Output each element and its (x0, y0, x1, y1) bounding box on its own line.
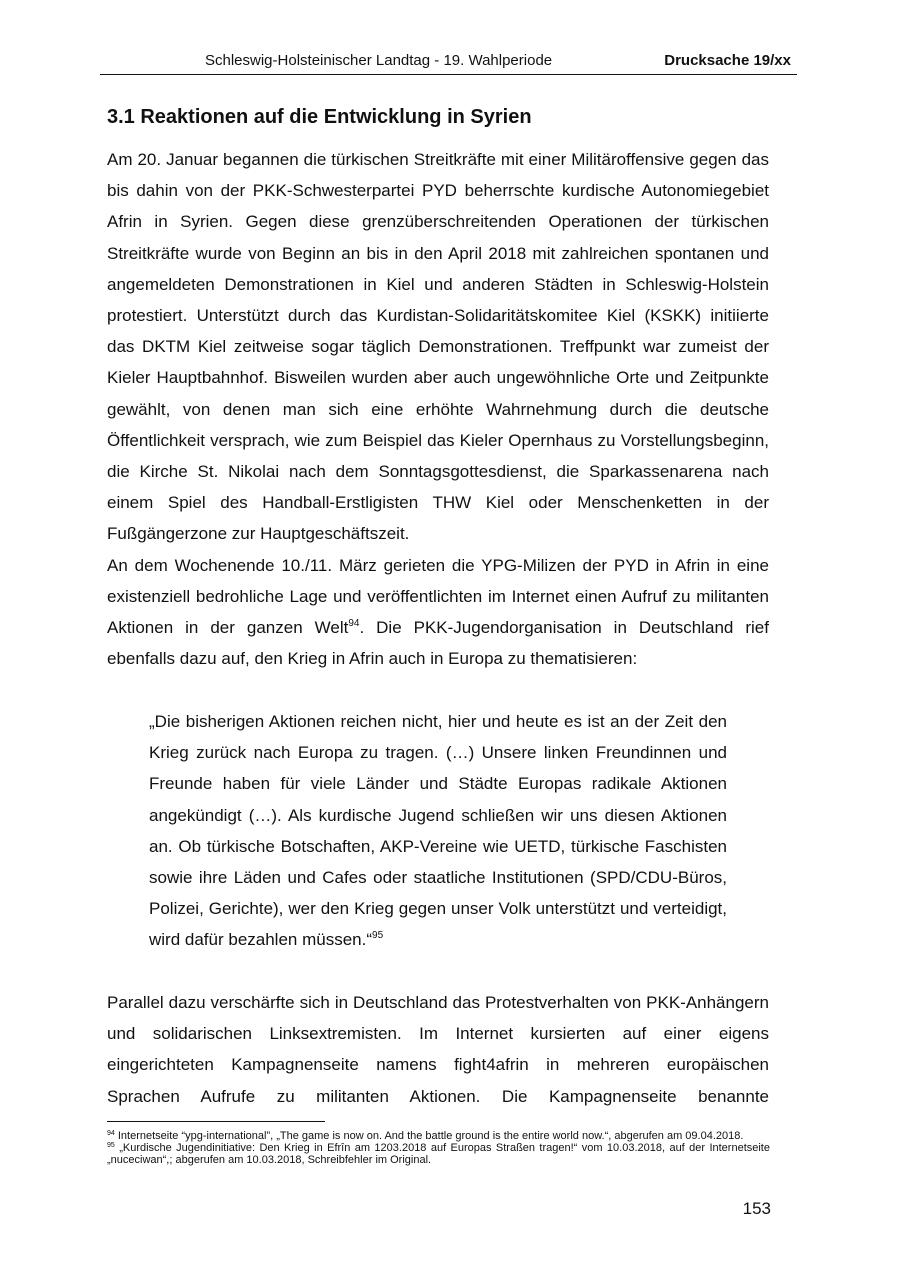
quote-text: „Die bisherigen Aktionen reichen nicht, hier und heute es ist an der Zeit den Krieg zurück nach Europa zu tragen. (…) Unsere linken Freundinnen und Freunde haben für viele Länder und Städte Europas radikale Aktionen angekündigt (…). Als kurdische Jugend schließen wir uns diesen Aktionen an. Ob türkische Botschaften, AKP-Vereine wie UETD, türkische Faschisten sowie ihre Läden und Cafes oder staatliche Institutionen (SPD/CDU-Büros, Polizei, Gerichte), wer den Krieg gegen unser Volk unterstützt und verteidigt, wird dafür bezahlen müssen.“ (149, 712, 727, 950)
page-number: 153 (742, 1199, 771, 1218)
footnote-95 (107, 1142, 770, 1166)
paragraph-2 (107, 550, 769, 675)
paragraph-2-text: An dem Wochenende 10./11. März gerieten die YPG-Milizen der PYD in Afrin in eine existenziell bedrohliche Lage und veröffentlichten im Internet einen Aufruf zu militanten Aktionen in der ganzen Welt (107, 555, 769, 638)
footnote-94 (107, 1130, 770, 1142)
footnote-text: „Kurdische Jugendinitiative: Den Krieg in Efrîn am 1203.2018 auf Europas Straßen tragen!“ vom 10.03.2018, auf der Internetseite „nuceciwan“,; abgerufen am 10.03.2018, Schreibfehler im Original. (107, 1142, 770, 1167)
footnote-separator (107, 1121, 325, 1122)
body-text (107, 144, 769, 674)
paragraph-1: Am 20. Januar begannen die türkischen Streitkräfte mit einer Militäroffensive gegen das bis dahin von der PKK-Schwesterpartei PYD beherrschte kurdische Autonomiegebiet Afrin in Syrien. Gegen diese grenzüberschreitenden Operationen der türkischen Streitkräfte wurde von Beginn an bis in den April 2018 mit zahlreichen spontanen und angemeldeten Demonstrationen in Kiel und anderen Städten in Schleswig-Holstein protestiert. Unterstützt durch das Kurdistan-Solidaritätskomitee Kiel (KSKK) initiierte das DKTM Kiel zeitweise sogar täglich Demonstrationen. Treffpunkt war zumeist der Kieler Hauptbahnhof. Bisweilen wurden aber auch ungewöhnliche Orte und Zeitpunkte gewählt, von denen man sich eine erhöhte Wahrnehmung durch die deutsche Öffentlichkeit versprach, wie zum Beispiel das Kieler Opernhaus zu Vorstellungsbeginn, die Kirche St. Nikolai nach dem Sonntagsgottesdienst, die Sparkassenarena nach einem Spiel des Handball-Erstligisten THW Kiel oder Menschenketten in der Fußgängerzone zur Hauptgeschäftszeit. (107, 150, 769, 544)
section-heading: 3.1 Reaktionen auf die Entwicklung in Syrien (107, 106, 532, 128)
footnote-text: Internetseite “ypg-international”, „The game is now on. And the battle ground is the entire world now.“, abgerufen am 09.04.2018. (117, 1130, 744, 1142)
paragraph-2-continuation: . Die PKK-Jugendorganisation in Deutschland rief ebenfalls dazu auf, den Krieg in Afrin auch in Europa zu thematisieren: (107, 618, 769, 669)
footnote-ref-94: 94 (348, 618, 360, 630)
document-reference: Drucksache 19/xx (664, 52, 791, 69)
footnote-number: 95 (107, 1142, 115, 1150)
body-text-continued (107, 987, 769, 1112)
header-title: Schleswig-Holsteinischer Landtag - 19. Wahlperiode (205, 52, 553, 69)
footnotes (107, 1130, 770, 1167)
paragraph-3: Parallel dazu verschärfte sich in Deutschland das Protestverhalten von PKK-Anhängern und solidarischen Linksextremisten. Im Internet kursierten auf einer eigens eingerichteten Kampagnenseite namens fight4afrin in mehreren europäischen Sprachen Aufrufe zu militanten Aktionen. Die Kampagnenseite benannte (107, 993, 769, 1106)
footnote-number: 94 (107, 1130, 115, 1137)
block-quote (149, 706, 727, 956)
footnote-ref-95: 95 (372, 930, 384, 942)
page-header (100, 50, 797, 75)
